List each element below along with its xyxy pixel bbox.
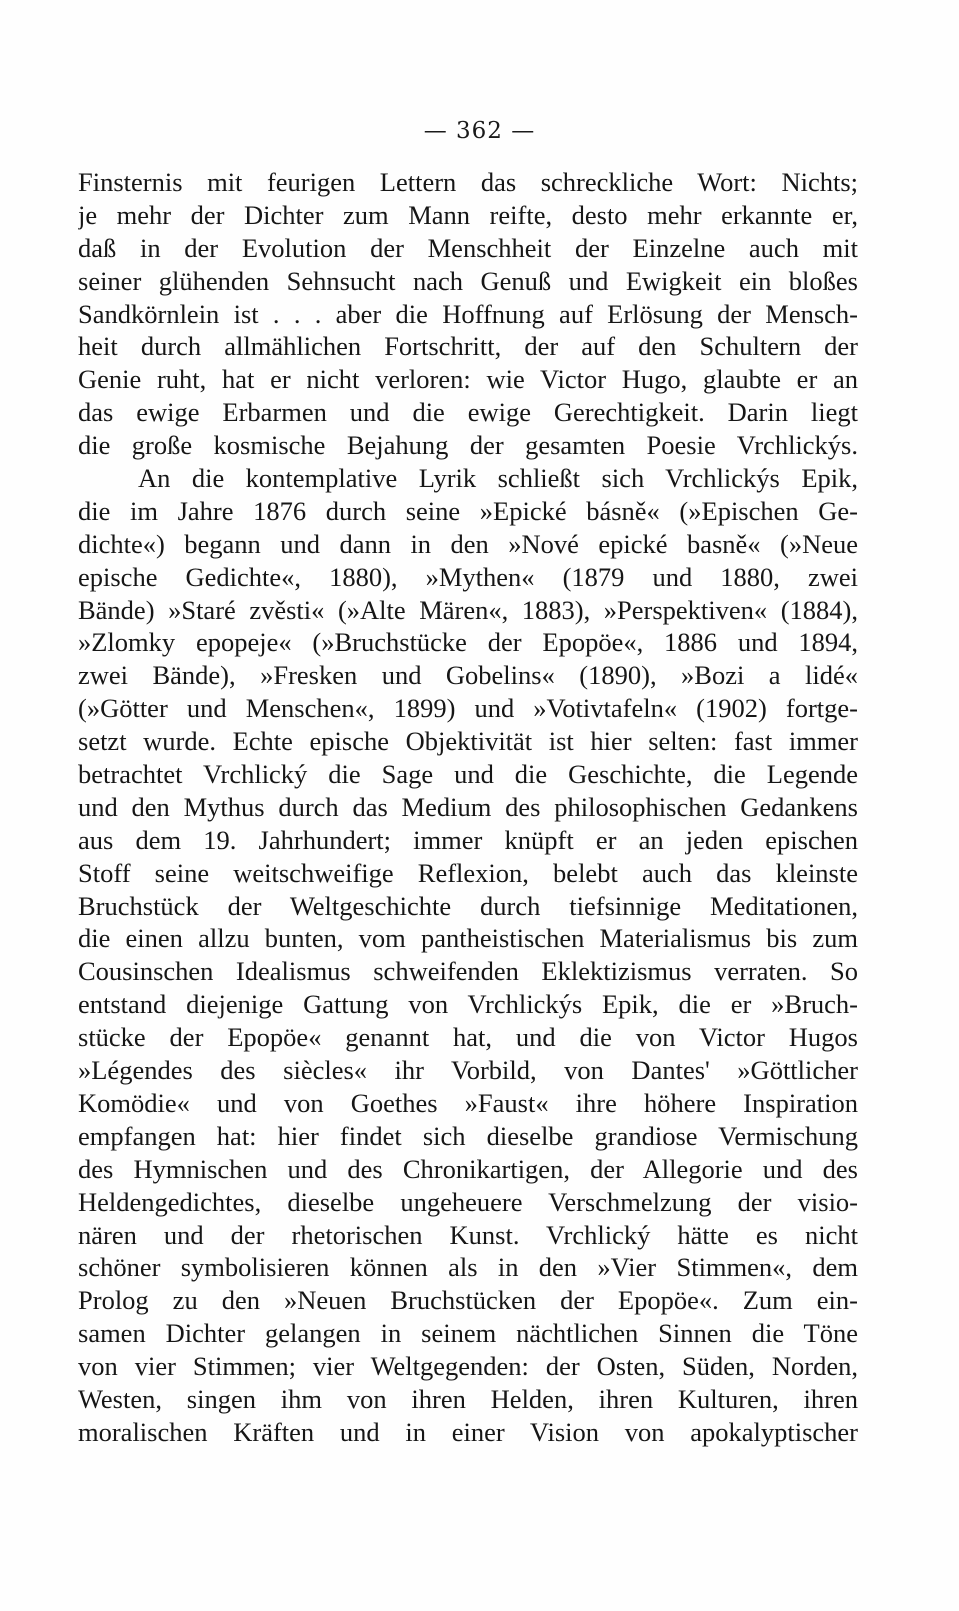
text-line: stücke der Epopöe« genannt hat, und die von Victor Hugos bbox=[78, 1022, 858, 1053]
text-line: aus dem 19. Jahrhundert; immer knüpft er an jeden epischen bbox=[78, 824, 858, 855]
text-line: schöner symbolisieren können als in den »Vier Stimmen«, dem bbox=[78, 1252, 858, 1283]
text-line: und den Mythus durch das Medium des philosophischen Gedankens bbox=[78, 791, 858, 822]
text-line: empfangen hat: hier findet sich dieselbe grandiose Vermischung bbox=[78, 1120, 858, 1151]
text-line: zwei Bände), »Fresken und Gobelins« (1890), »Bozi a lidé« bbox=[78, 660, 858, 691]
text-line: daß in der Evolution der Menschheit der Einzelne auch mit bbox=[78, 232, 858, 263]
text-line: Sandkörnlein ist . . . aber die Hoffnung auf Erlösung der Mensch- bbox=[78, 298, 858, 329]
body-text bbox=[78, 166, 858, 1449]
text-line: »Zlomky epopeje« (»Bruchstücke der Epopöe«, 1886 und 1894, bbox=[78, 627, 858, 658]
text-line: Westen, singen ihm von ihren Helden, ihren Kulturen, ihren bbox=[78, 1383, 858, 1414]
text-line: entstand diejenige Gattung von Vrchlickýs Epik, die er »Bruch- bbox=[78, 989, 858, 1020]
text-line: seiner glühenden Sehnsucht nach Genuß und Ewigkeit ein bloßes bbox=[78, 265, 858, 296]
page-number: — 362 — bbox=[423, 118, 536, 144]
text-line: Bände) »Staré zvěsti« (»Alte Mären«, 1883), »Perspektiven« (1884), bbox=[78, 594, 858, 625]
text-line: des Hymnischen und des Chronikartigen, der Allegorie und des bbox=[78, 1153, 858, 1184]
text-line: betrachtet Vrchlický die Sage und die Geschichte, die Legende bbox=[78, 759, 858, 790]
text-line: von vier Stimmen; vier Weltgegenden: der Osten, Süden, Norden, bbox=[78, 1351, 858, 1382]
text-line: Prolog zu den »Neuen Bruchstücken der Epopöe«. Zum ein- bbox=[78, 1285, 858, 1316]
text-line: Genie ruht, hat er nicht verloren: wie Victor Hugo, glaubte er an bbox=[78, 364, 858, 395]
text-line: (»Götter und Menschen«, 1899) und »Votivtafeln« (1902) fortge- bbox=[78, 693, 858, 724]
text-line: epische Gedichte«, 1880), »Mythen« (1879 und 1880, zwei bbox=[78, 561, 858, 592]
paragraph-start-line: An die kontemplative Lyrik schließt sich Vrchlickýs Epik, bbox=[138, 463, 858, 494]
text-line: samen Dichter gelangen in seinem nächtlichen Sinnen die Töne bbox=[78, 1318, 858, 1349]
text-line: die einen allzu bunten, vom pantheistischen Materialismus bis zum bbox=[78, 923, 858, 954]
text-line: Stoff seine weitschweifige Reflexion, belebt auch das kleinste bbox=[78, 857, 858, 888]
text-line: das ewige Erbarmen und die ewige Gerechtigkeit. Darin liegt bbox=[78, 397, 858, 428]
text-line: je mehr der Dichter zum Mann reifte, desto mehr erkannte er, bbox=[78, 199, 858, 230]
text-line: heit durch allmählichen Fortschritt, der auf den Schultern der bbox=[78, 331, 858, 362]
text-line: setzt wurde. Echte epische Objektivität ist hier selten: fast immer bbox=[78, 726, 858, 757]
text-line: »Légendes des siècles« ihr Vorbild, von Dantes' »Göttlicher bbox=[78, 1055, 858, 1086]
text-line: Bruchstück der Weltgeschichte durch tiefsinnige Meditationen, bbox=[78, 890, 858, 921]
text-line: moralischen Kräften und in einer Vision von apokalyptischer bbox=[78, 1416, 858, 1447]
text-line: die im Jahre 1876 durch seine »Epické básně« (»Epischen Ge- bbox=[78, 495, 858, 526]
text-line: Heldengedichtes, dieselbe ungeheuere Verschmelzung der visio- bbox=[78, 1186, 858, 1217]
text-line: die große kosmische Bejahung der gesamten Poesie Vrchlickýs. bbox=[78, 430, 858, 461]
text-line: Cousinschen Idealismus schweifenden Eklektizismus verraten. So bbox=[78, 956, 858, 987]
text-line: nären und der rhetorischen Kunst. Vrchlický hätte es nicht bbox=[78, 1219, 858, 1250]
text-line: dichte«) begann und dann in den »Nové epické basně« (»Neue bbox=[78, 528, 858, 559]
text-line: Komödie« und von Goethes »Faust« ihre höhere Inspiration bbox=[78, 1087, 858, 1118]
text-line: Finsternis mit feurigen Lettern das schreckliche Wort: Nichts; bbox=[78, 167, 858, 197]
